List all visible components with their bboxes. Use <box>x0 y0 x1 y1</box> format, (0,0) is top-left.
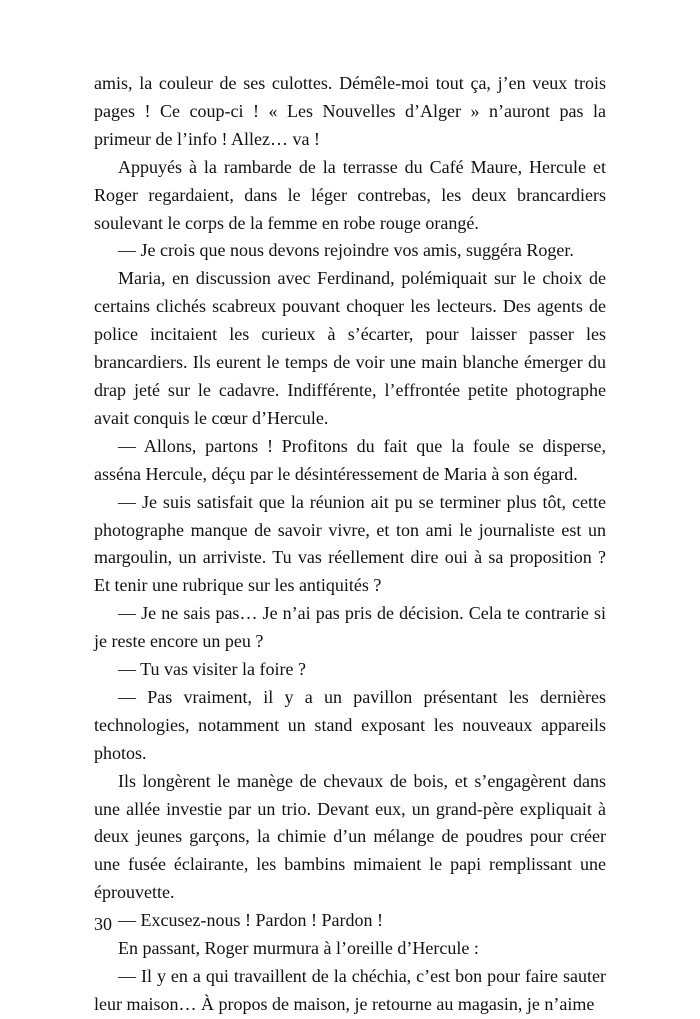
paragraph-10: Ils longèrent le manège de chevaux de bois, et s’engagèrent dans une allée investie par un trio. Devant eux, un grand-père expliquait à deux jeunes garçons, la chimie d’un mélange de poudres pour créer une fusée éclairante, les bambins mimaient le papi remplissant une éprouvette. <box>94 770 606 903</box>
paragraph-9: — Pas vraiment, il y a un pavillon présentant les dernières technologies, notamment un stand exposant les nouveaux appareils photos. <box>94 686 606 763</box>
body-text <box>94 70 606 1019</box>
paragraph-3: — Je crois que nous devons rejoindre vos amis, suggéra Roger. <box>118 240 574 261</box>
paragraph-12: En passant, Roger murmura à l’oreille d’Hercule : <box>118 938 479 959</box>
paragraph-4: Maria, en discussion avec Ferdinand, polémiquait sur le choix de certains clichés scabreux pouvant choquer les lecteurs. Des agents de police incitaient les curieux à s’écarter, pour laisser passer les brancardiers. Ils eurent le temps de voir une main blanche émerger du drap jeté sur le cadavre. Indifférente, l’effrontée petite photographe avait conquis le cœur d’Hercule. <box>94 268 606 428</box>
paragraph-7: — Je ne sais pas… Je n’ai pas pris de décision. Cela te contrarie si je reste encore un peu ? <box>94 603 606 652</box>
paragraph-8: — Tu vas visiter la foire ? <box>118 659 306 680</box>
paragraph-11: — Excusez-nous ! Pardon ! Pardon ! <box>118 910 383 931</box>
paragraph-13: — Il y en a qui travaillent de la chéchia, c’est bon pour faire sauter leur maison… À propos de maison, je retourne au magasin, je n’aime <box>94 966 606 1014</box>
paragraph-2: Appuyés à la rambarde de la terrasse du Café Maure, Hercule et Roger regardaient, dans le léger contrebas, les deux brancardiers soulevant le corps de la femme en robe rouge orangé. <box>94 156 606 233</box>
page-number: 30 <box>94 914 112 934</box>
paragraph-5: — Allons, partons ! Profitons du fait que la foule se disperse, asséna Hercule, déçu par le désintéressement de Maria à son égard. <box>94 435 606 484</box>
paragraph-6: — Je suis satisfait que la réunion ait pu se terminer plus tôt, cette photographe manque de savoir vivre, et ton ami le journaliste est un margoulin, un arriviste. Tu vas réellement dire oui à sa proposition ? Et tenir une rubrique sur les antiquités ? <box>94 491 606 596</box>
paragraph-1: amis, la couleur de ses culottes. Démêle-moi tout ça, j’en veux trois pages ! Ce coup-ci ! « Les Nouvelles d’Alger » n’auront pas la primeur de l’info ! Allez… va ! <box>94 73 606 149</box>
